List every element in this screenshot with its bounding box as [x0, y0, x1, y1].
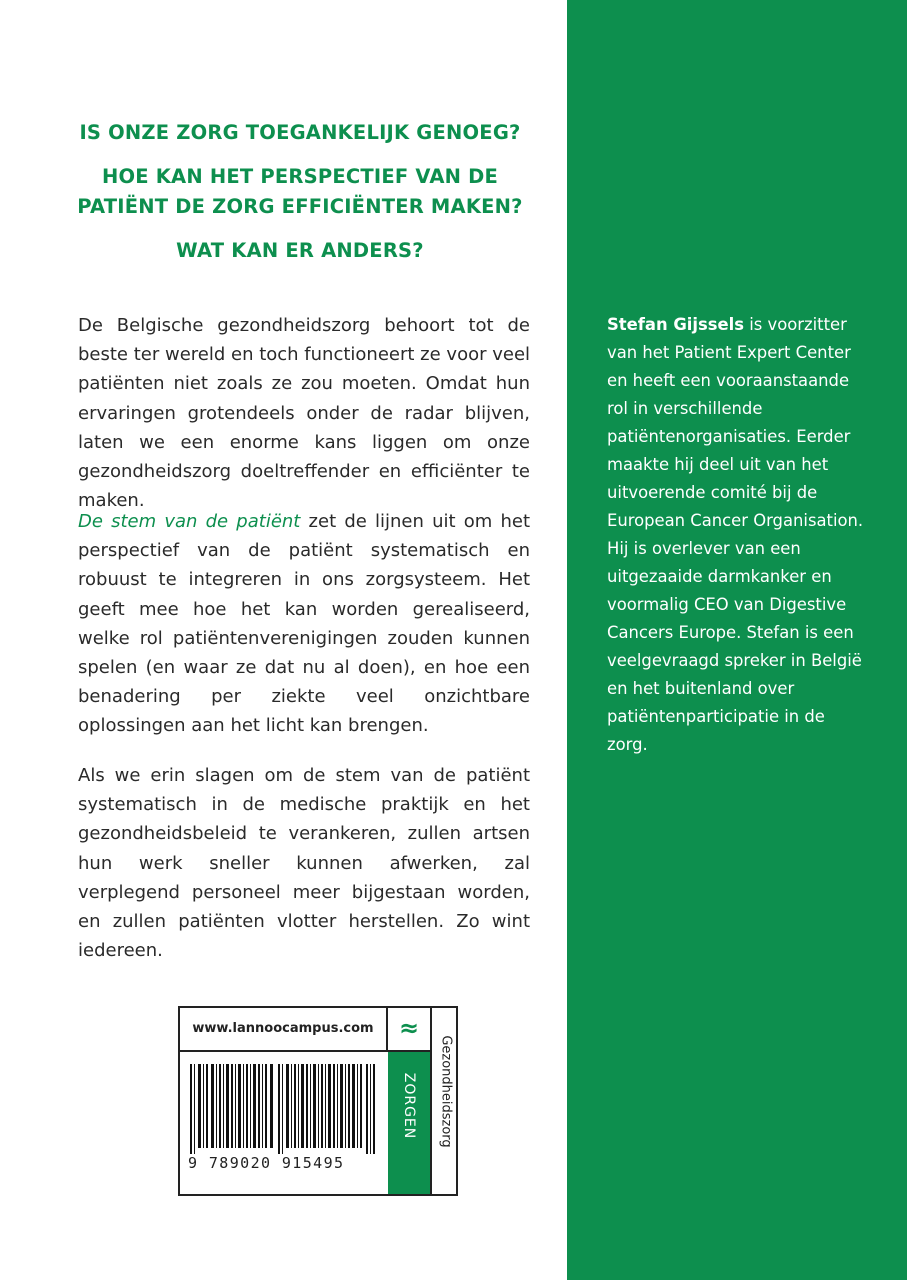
publisher-url: www.lannoocampus.com [180, 1008, 388, 1052]
category-label: Gezondheidszorg [430, 1008, 458, 1194]
blurb-paragraph-1: De Belgische gezondheidszorg behoort tot de beste ter wereld en toch functioneert ze voor veel patiënten niet zoals ze zou moeten. Omdat hun ervaringen grotendeels onder de radar blijven, laten we een enorme kans liggen om onze gezondheidszorg doeltreffender en efficiënter te maken. [78, 315, 531, 512]
series-label: ZORGEN [388, 1052, 430, 1194]
author-bio [607, 311, 867, 759]
blurb-paragraph-3: Als we erin slagen om de stem van de patiënt systematisch in de medische praktijk en het gezondheidsbeleid te verankeren, zullen artsen hun werk sneller kunnen afwerken, zal verplegend personeel meer bijgestaan worden, en zullen patiënten vlotter herstellen. Zo wint iedereen. [78, 765, 530, 962]
barcode-icon [190, 1064, 376, 1154]
cover-questions [30, 118, 570, 280]
question-2: HOE KAN HET PERSPECTIEF VAN DE PATIËNT DE ZORG EFFICIËNTER MAKEN? [77, 165, 523, 218]
book-title-inline: De stem van de patiënt [78, 511, 301, 532]
blurb-paragraph-2: De stem van de patiënt zet de lijnen uit om het perspectief van de patiënt systematisch en robuust te integreren in ons zorgsysteem. Het geeft mee hoe het kan worden gerealiseerd, welke rol patiëntenverenigingen zouden kunnen spelen (en waar ze dat nu al doen), en hoe een benadering per ziekte veel onzichtbare oplossingen aan het licht kan brengen. [78, 511, 531, 737]
question-3: WAT KAN ER ANDERS? [176, 239, 424, 262]
isbn-number: 9 789020 915495 [188, 1154, 345, 1172]
author-name: Stefan Gijssels [607, 315, 745, 334]
question-1: IS ONZE ZORG TOEGANKELIJK GENOEG? [79, 121, 521, 144]
author-bio-text: is voorzitter van het Patient Expert Center en heeft een vooraanstaande rol in verschillende patiëntenorganisaties. Eerder maakte hij deel uit van het uitvoerende comité bij de European Cancer Organisation. Hij is overlever van een uitgezaaide darmkanker en voormalig CEO van Digestive Cancers Europe. Stefan is een veelgevraagd spreker in België en het buitenland over patiëntenparticipatie in de zorg. [607, 315, 864, 754]
publisher-logo-icon: ≈ [388, 1008, 430, 1052]
barcode-box [178, 1006, 458, 1196]
